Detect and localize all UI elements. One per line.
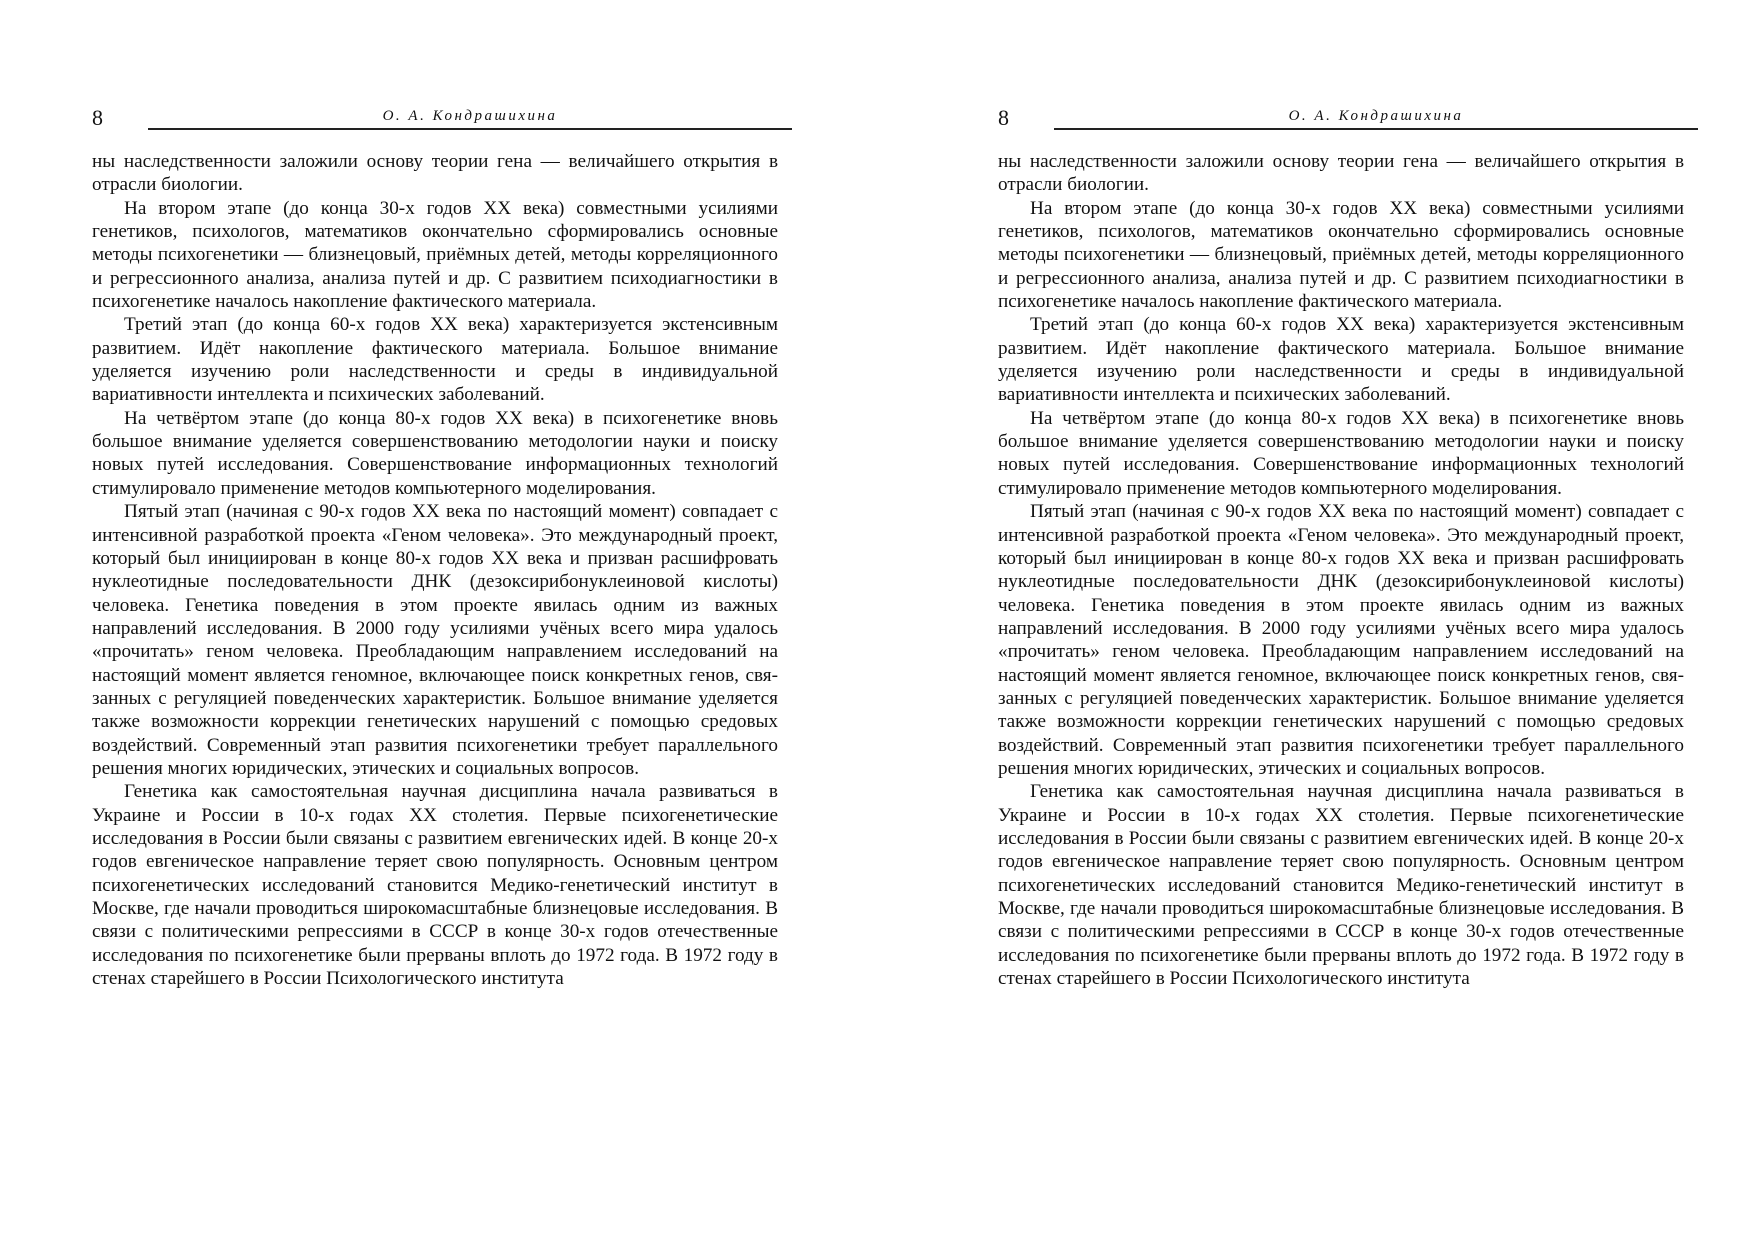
page-header	[92, 106, 792, 136]
paragraph: Пятый этап (начиная с 90-х годов XX века по настоящий момент) совпадает с интенсивной разработкой проекта «Геном человека». Это международный проект, который был инициирован в конце 80-х годов XX века и призван расшифровать нуклеотидные последовательности ДНК (дезоксирибонуклеиновой кислоты) человека. Генетика поведения в этом проекте явилась одним из важных направлений исследования. В 2000 году усилиями учёных всего мира удалось «прочитать» геном человека. Преобладающим направлением исследований на настоящий момент является геномное, включающее поиск конкретных генов, связанных с регуляцией поведенческих характеристик. Большое внимание уделяется также возможности коррекции генетических нарушений с помощью средовых воздействий. Современный этап развития психогенетики требует параллельного решения многих юридических, этических и социальных вопросов.	[998, 501, 1684, 779]
right-page	[998, 0, 1698, 1240]
left-page	[92, 0, 792, 1240]
paragraph: Третий этап (до конца 60-х годов XX века) характеризуется экстенсивным развитием. Идёт накопление фактического материала. Большое внимание уделяется изучению роли наследственности и среды в индивидуальной вариативности интеллекта и психических заболеваний.	[998, 314, 1684, 406]
body-text	[998, 150, 1684, 990]
page-number: 8	[998, 105, 1009, 130]
paragraph: На четвёртом этапе (до конца 80-х годов XX века) в психогенетике вновь большое внимание уделяется совершенствованию методологии науки и поиску новых путей исследования. Совершенствование информационных технологий стимулировало применение методов компьютерного моделирования.	[998, 407, 1684, 499]
header-rule	[148, 128, 792, 130]
paragraph: На четвёртом этапе (до конца 80-х годов XX века) в психогенетике вновь большое внимание уделяется совершенствованию методологии науки и поиску новых путей исследования. Совершенствование информационных технологий стимулировало применение методов компьютерного моделирования.	[92, 407, 778, 499]
paragraph: На втором этапе (до конца 30-х годов XX века) совместными усилиями генетиков, психологов, математиков окончательно сформировались основные методы психогенетики — близнецовый, приёмных детей, методы корреляционного и регрессионного анализа, анализа путей и др. С развитием психодиагностики в психогенетике началось накопление фактического материала.	[92, 197, 778, 313]
paragraph: Пятый этап (начиная с 90-х годов XX века по настоящий момент) совпадает с интенсивной разработкой проекта «Геном человека». Это международный проект, который был инициирован в конце 80-х годов XX века и призван расшифровать нуклеотидные последовательности ДНК (дезоксирибонуклеиновой кислоты) человека. Генетика поведения в этом проекте явилась одним из важных направлений исследования. В 2000 году усилиями учёных всего мира удалось «прочитать» геном человека. Преобладающим направлением исследований на настоящий момент является геномное, включающее поиск конкретных генов, связанных с регуляцией поведенческих характеристик. Большое внимание уделяется также возможности коррекции генетических нарушений с помощью средовых воздействий. Современный этап развития психогенетики требует параллельного решения многих юридических, этических и социальных вопросов.	[92, 501, 778, 779]
page-number: 8	[92, 105, 103, 130]
paragraph: На втором этапе (до конца 30-х годов XX века) совместными усилиями генетиков, психологов, математиков окончательно сформировались основные методы психогенетики — близнецовый, приёмных детей, методы корреляционного и регрессионного анализа, анализа путей и др. С развитием психодиагностики в психогенетике началось накопление фактического материала.	[998, 197, 1684, 313]
body-text	[92, 150, 778, 990]
paragraph: ны наследственности заложили основу теории гена — величайшего открытия в отрасли биологии.	[92, 151, 778, 196]
running-head: О. А. Кондрашихина	[1288, 108, 1464, 124]
page-header	[998, 106, 1698, 136]
paragraph: ны наследственности заложили основу теории гена — величайшего открытия в отрасли биологии.	[998, 151, 1684, 196]
paragraph: Третий этап (до конца 60-х годов XX века) характеризуется экстенсивным развитием. Идёт накопление фактического материала. Большое внимание уделяется изучению роли наследственности и среды в индивидуальной вариативности интеллекта и психических заболеваний.	[92, 314, 778, 406]
paragraph: Генетика как самостоятельная научная дисциплина начала развиваться в Украине и России в 10-х годах XX столетия. Первые психогенетические исследования в России были связаны с развитием евгенических идей. В конце 20-х годов евгеническое направление теряет свою популярность. Основным центром психогенетических исследований становится Медико-генетический институт в Москве, где начали проводиться широкомасштабные близнецовые исследования. В связи с политическими репрессиями в СССР в конце 30-х годов отечественные исследования по психогенетике были прерваны вплоть до 1972 года. В 1972 году в стенах старейшего в России Психологического института	[998, 781, 1684, 990]
header-rule	[1054, 128, 1698, 130]
paragraph: Генетика как самостоятельная научная дисциплина начала развиваться в Украине и России в 10-х годах XX столетия. Первые психогенетические исследования в России были связаны с развитием евгенических идей. В конце 20-х годов евгеническое направление теряет свою популярность. Основным центром психогенетических исследований становится Медико-генетический институт в Москве, где начали проводиться широкомасштабные близнецовые исследования. В связи с политическими репрессиями в СССР в конце 30-х годов отечественные исследования по психогенетике были прерваны вплоть до 1972 года. В 1972 году в стенах старейшего в России Психологического института	[92, 781, 778, 990]
running-head: О. А. Кондрашихина	[382, 108, 558, 124]
